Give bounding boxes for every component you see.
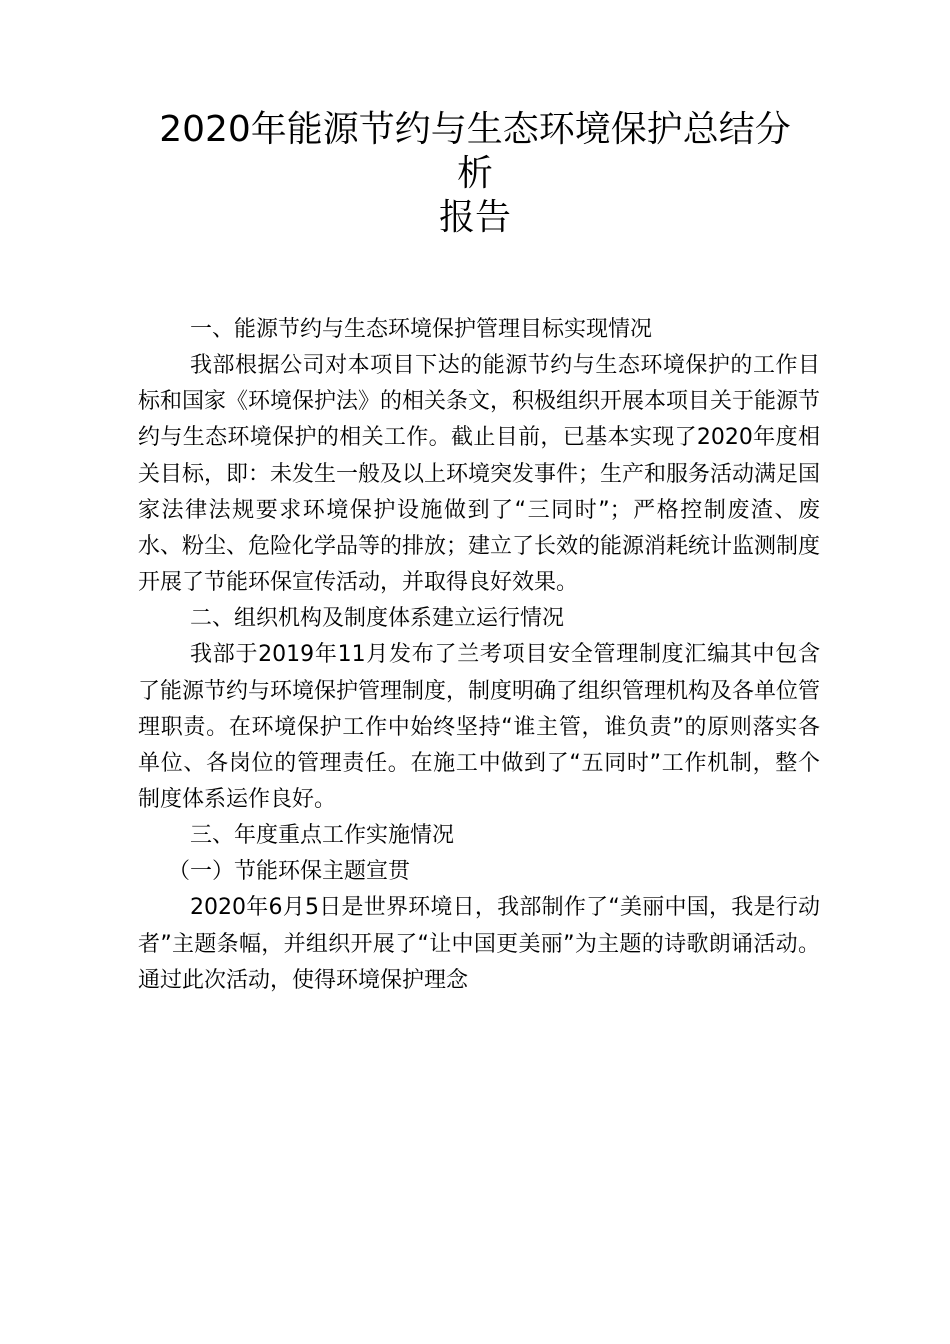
section-heading-3: 三、年度重点工作实施情况 — [190, 823, 455, 849]
document-title-line-1: 2020年能源节约与生态环境保护总结分 — [159, 109, 791, 150]
section-heading-2: 二、组织机构及制度体系建立运行情况 — [190, 606, 565, 632]
document-title-line-2: 析 — [456, 153, 493, 194]
section-paragraph-2: 我部于2019年11月发布了兰考项目安全管理制度汇编其中包含了能源节约与环境保护管理制度，制度明确了组织管理机构及各单位管理职责。在环境保护工作中始终坚持“谁主管，谁负责”的原则落实各单位、各岗位的管理责任。在施工中做到了“五同时”工作机制，整个制度体系运作良好。 — [138, 642, 821, 813]
subsection-heading-3-1: （一）节能环保主题宣贯 — [168, 859, 411, 885]
section-paragraph-1: 我部根据公司对本项目下达的能源节约与生态环境保护的工作目标和国家《环境保护法》的相关条文，积极组织开展本项目关于能源节约与生态环境保护的相关工作。截止目前，已基本实现了2020年度相关目标，即：未发生一般及以上环境突发事件；生产和服务活动满足国家法律法规要求环境保护设施做到了“三同时”；严格控制废渣、废水、粉尘、危险化学品等的排放；建立了长效的能源消耗统计监测制度开展了节能环保宣传活动，并取得良好效果。 — [138, 353, 821, 596]
document-body — [138, 312, 820, 999]
document-title-line-3: 报告 — [438, 197, 511, 238]
section-heading-1: 一、能源节约与生态环境保护管理目标实现情况 — [190, 317, 653, 342]
section-paragraph-3: 2020年6月5日是世界环境日，我部制作了“美丽中国，我是行动者”主题条幅，并组织开展了“让中国更美丽”为主题的诗歌朗诵活动。通过此次活动，使得环境保护理念 — [138, 895, 820, 993]
